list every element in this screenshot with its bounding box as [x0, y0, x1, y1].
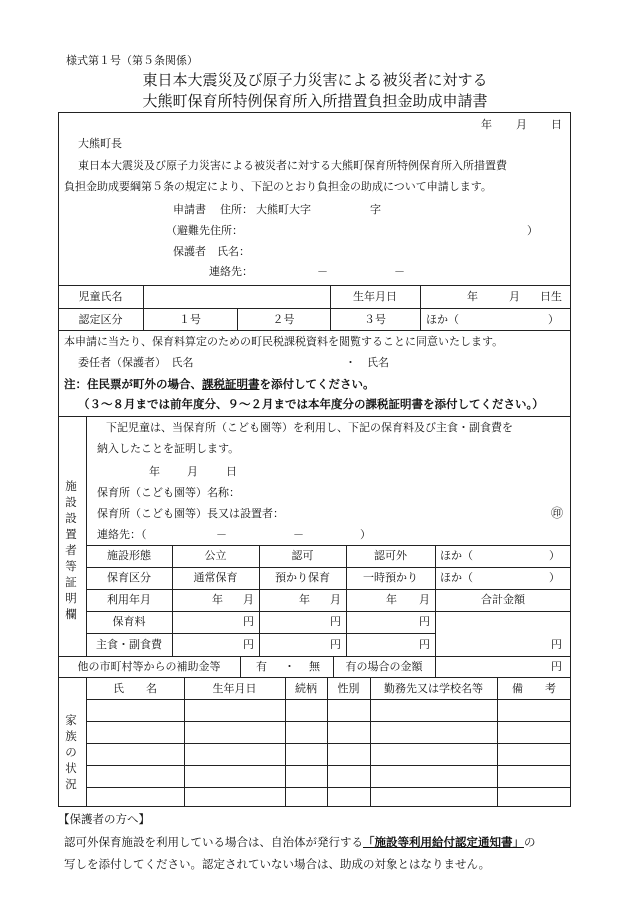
family-header-remarks: 備 考: [512, 682, 556, 695]
usage-month-1: 月: [243, 593, 254, 606]
food-yen-1: 円: [243, 638, 254, 651]
usage-month-label: 利用年月: [107, 593, 151, 606]
family-header-birthdate: 生年月日: [212, 682, 257, 695]
family-side-label: [63, 712, 79, 792]
care-temporary[interactable]: 一時預かり: [363, 571, 418, 584]
divider: [86, 589, 571, 590]
divider: [86, 765, 571, 766]
birthdate-label: 生年月日: [353, 290, 397, 303]
second-name-label: ・ 氏名: [345, 356, 389, 369]
date-month-label: 月: [516, 118, 527, 131]
facility-form-unlicensed[interactable]: 認可外: [374, 549, 407, 562]
applicant-label: 申請書: [173, 203, 206, 216]
certification-option-other[interactable]: ほか（: [426, 313, 459, 326]
side-char: 等: [65, 559, 77, 573]
total-amount-label: 合計金額: [481, 593, 525, 606]
divider: [86, 721, 571, 722]
birth-month-label: 月: [509, 290, 520, 303]
note-suffix: を添付してください。: [259, 377, 375, 391]
family-header-relation: 続柄: [295, 682, 317, 695]
side-char: 欄: [65, 607, 77, 621]
divider: [86, 787, 571, 788]
seal-mark: ㊞: [551, 506, 564, 520]
care-extended[interactable]: 預かり保育: [275, 571, 330, 584]
facility-date-year: 年: [149, 465, 160, 478]
divider: [86, 699, 571, 700]
divider: [58, 308, 571, 309]
facility-cert-line2: 納入したことを証明します。: [97, 442, 240, 455]
food-yen-3: 円: [419, 638, 430, 651]
facility-form-other[interactable]: ほか（: [440, 549, 473, 562]
consent-text: 本申請に当たり、保育料算定のための町民税課税資料を閲覧することに同意いたします。: [64, 335, 504, 348]
family-header-gender: 性別: [337, 682, 360, 695]
facility-contact-close: ）: [360, 528, 371, 541]
proxy-name-label: 委任者（保護者） 氏名: [78, 356, 194, 369]
footer-line2: 写しを添付してください。認定されていない場合は、助成の対象とはなりません。: [64, 857, 491, 871]
contact-dash-2: －: [394, 265, 405, 278]
total-yen: 円: [551, 638, 562, 651]
divider: [420, 285, 421, 330]
side-char: 証: [65, 575, 77, 589]
note-strong: 課税証明書: [202, 377, 260, 391]
usage-month-3: 月: [419, 593, 430, 606]
usage-year-1: 年: [212, 593, 223, 606]
facility-form-label: 施設形態: [107, 549, 151, 562]
facility-contact-label: 連絡先：（: [97, 528, 147, 541]
subsidy-dot: ・: [284, 660, 295, 673]
evacuation-address-label: （避難先住所：: [166, 224, 243, 237]
guardian-name-label: 保護者 氏名：: [173, 245, 250, 258]
date-year-label: 年: [481, 118, 492, 131]
food-cost-label: 主食・副食費: [96, 638, 162, 651]
divider: [86, 567, 571, 568]
fee-yen-1: 円: [243, 615, 254, 628]
side-char: 者: [65, 543, 77, 557]
divider: [240, 656, 241, 677]
side-char: 況: [65, 777, 77, 791]
footer-line1-strong: 「施設等利用給付認定通知書」: [363, 835, 524, 849]
usage-month-2: 月: [330, 593, 341, 606]
facility-date-month: 月: [187, 465, 198, 478]
divider: [86, 611, 571, 612]
footer-heading: 【保護者の方へ】: [58, 812, 150, 826]
divider: [86, 545, 571, 546]
facility-form-public[interactable]: 公立: [204, 549, 227, 562]
usage-year-2: 年: [299, 593, 310, 606]
fee-yen-3: 円: [419, 615, 430, 628]
divider: [58, 677, 571, 678]
form-title-line1: 東日本大震災及び原子力災害による被災者に対する: [142, 71, 488, 89]
address-town: 大熊町大字: [256, 203, 311, 216]
side-char: 置: [65, 527, 77, 541]
divider: [58, 416, 571, 417]
form-number: 様式第１号（第５条関係）: [66, 54, 198, 67]
care-normal[interactable]: 通常保育: [193, 571, 238, 584]
side-char: の: [65, 745, 77, 759]
child-name-label: 児童氏名: [78, 290, 123, 303]
divider: [86, 743, 571, 744]
footer-line1-suffix: の: [524, 835, 536, 849]
birth-day-label: 日生: [540, 290, 562, 303]
certification-option-1[interactable]: １号: [179, 313, 201, 326]
form-title-line2: 大熊町保育所特例保育所入所措置負担金助成申請書: [142, 92, 488, 110]
note-line1: [64, 377, 375, 391]
side-char: 施: [65, 479, 77, 493]
facility-cert-line1: 下記児童は、当保育所（こども園等）を利用し、下記の保育料及び主食・副食費を: [106, 421, 513, 434]
request-body-line2: 負担金助成要綱第５条の規定により、下記のとおり負担金の助成について申請します。: [64, 180, 492, 193]
fee-yen-2: 円: [330, 615, 341, 628]
facility-head-label: 保育所（こども園等）長又は設置者：: [97, 507, 284, 520]
facility-name-label: 保育所（こども園等）名称：: [97, 486, 240, 499]
certification-category-label: 認定区分: [78, 313, 123, 326]
addressee: 大熊町長: [78, 137, 122, 150]
family-header-workplace: 勤務先又は学校名等: [384, 682, 483, 695]
care-category-label: 保育区分: [107, 571, 151, 584]
certification-option-3[interactable]: ３号: [364, 313, 386, 326]
side-char: 族: [65, 729, 77, 743]
address-aza: 字: [370, 203, 381, 216]
note-prefix: 注：住民票が町外の場合、: [64, 377, 202, 391]
facility-contact-dash-2: －: [293, 528, 304, 541]
contact-label: 連絡先：: [209, 265, 253, 278]
care-other-close: ）: [549, 571, 560, 584]
care-other[interactable]: ほか（: [440, 571, 473, 584]
divider: [58, 330, 571, 331]
facility-contact-dash-1: －: [216, 528, 227, 541]
subsidy-amount-label: 有の場合の金額: [345, 660, 423, 673]
date-day-label: 日: [551, 118, 562, 131]
certification-other-close: ）: [548, 313, 559, 326]
facility-date-day: 日: [226, 465, 237, 478]
footer-line1-prefix: 認可外保育施設を利用している場合は、自治体が発行する: [64, 835, 363, 849]
side-char: 設: [65, 495, 77, 509]
food-yen-2: 円: [330, 638, 341, 651]
footer-line1: [64, 835, 536, 849]
side-char: 設: [65, 511, 77, 525]
facility-form-licensed[interactable]: 認可: [291, 549, 314, 562]
note-line2: （３～８月までは前年度分、９～２月までは本年度分の課税証明書を添付してください。）: [78, 397, 544, 411]
divider: [86, 633, 435, 634]
divider: [435, 656, 436, 677]
request-body-line1: 東日本大震災及び原子力災害による被災者に対する大熊町保育所特例保育所入所措置費: [78, 159, 507, 172]
facility-side-label: [63, 478, 79, 622]
facility-form-other-close: ）: [549, 549, 560, 562]
subsidy-yes[interactable]: 有: [256, 660, 267, 673]
form-frame: [58, 112, 571, 807]
certification-option-2[interactable]: ２号: [272, 313, 295, 326]
subsidy-yen: 円: [551, 660, 562, 673]
childcare-fee-label: 保育料: [112, 615, 146, 628]
side-char: 家: [65, 713, 77, 727]
address-label: 住所：: [220, 203, 253, 216]
contact-dash-1: －: [317, 265, 328, 278]
divider: [58, 656, 571, 657]
usage-year-3: 年: [386, 593, 397, 606]
evacuation-address-close: ）: [527, 224, 538, 237]
side-char: 状: [65, 761, 77, 775]
birth-year-label: 年: [467, 290, 478, 303]
side-char: 明: [65, 591, 77, 605]
other-subsidy-label: 他の市町村等からの補助金等: [77, 660, 221, 673]
child-name-field[interactable]: [144, 286, 329, 307]
family-header-name: 氏 名: [113, 682, 157, 695]
subsidy-no[interactable]: 無: [309, 660, 320, 673]
